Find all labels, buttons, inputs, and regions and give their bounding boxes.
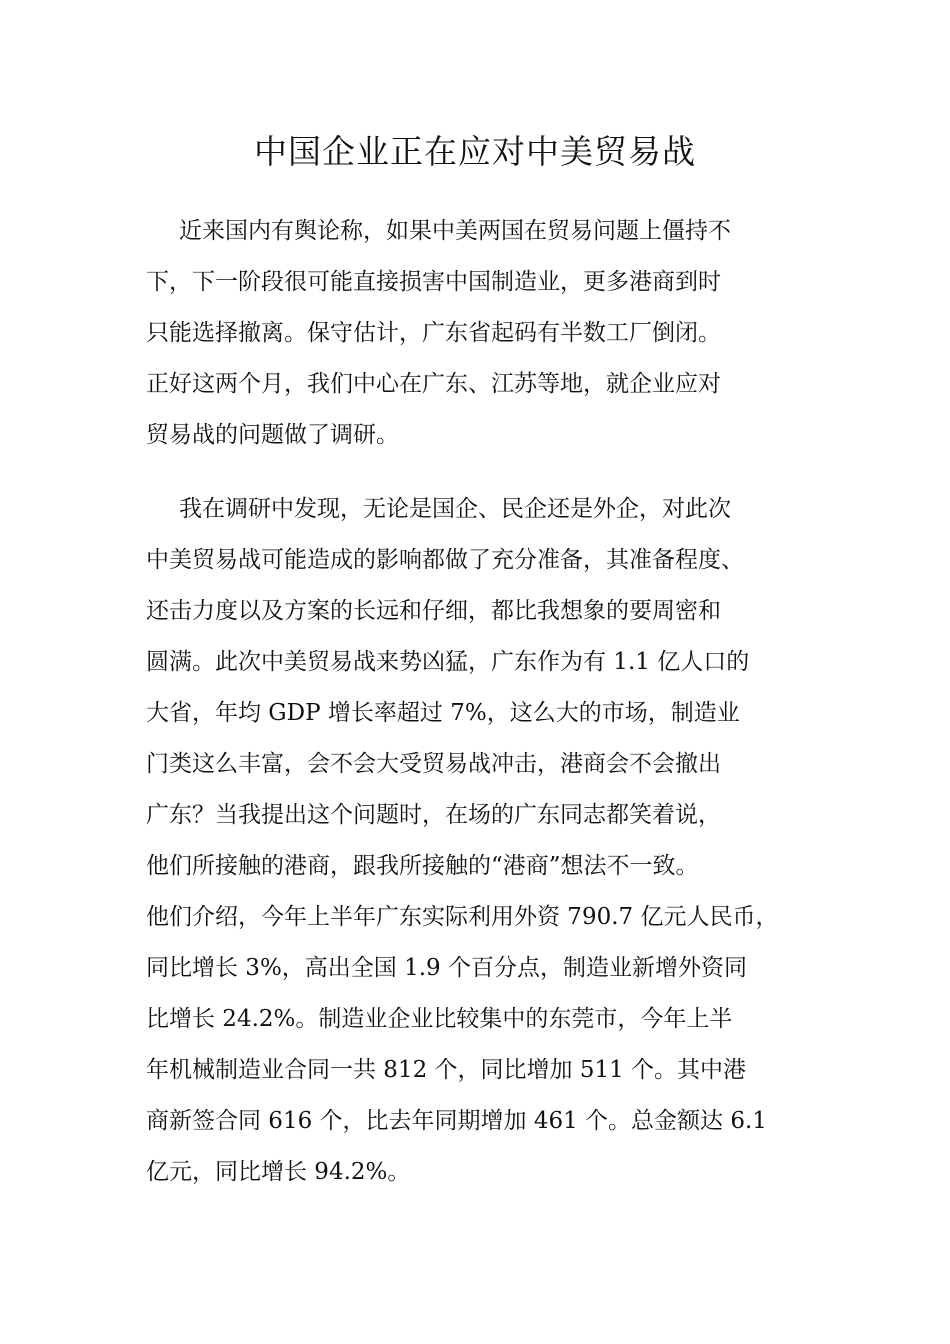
document-title: 中国企业正在应对中美贸易战 bbox=[254, 132, 696, 171]
paragraph-line: 同比增长 3%，高出全国 1.9 个百分点，制造业新增外资同 bbox=[146, 955, 747, 981]
paragraph-line: 只能选择撤离。保守估计，广东省起码有半数工厂倒闭。 bbox=[146, 320, 721, 346]
paragraph-line: 贸易战的问题做了调研。 bbox=[146, 422, 399, 448]
paragraph-line: 近来国内有舆论称，如果中美两国在贸易问题上僵持不 bbox=[179, 218, 731, 244]
paragraph-line: 还击力度以及方案的长远和仔细，都比我想象的要周密和 bbox=[146, 598, 721, 624]
paragraph-line: 我在调研中发现，无论是国企、民企还是外企，对此次 bbox=[179, 496, 731, 522]
paragraph-line: 他们所接触的港商，跟我所接触的“港商”想法不一致。 bbox=[146, 853, 699, 879]
paragraph-line: 正好这两个月，我们中心在广东、江苏等地，就企业应对 bbox=[146, 371, 721, 397]
paragraph-line: 年机械制造业合同一共 812 个，同比增加 511 个。其中港 bbox=[146, 1057, 747, 1083]
paragraph-line: 比增长 24.2%。制造业企业比较集中的东莞市，今年上半 bbox=[146, 1006, 733, 1032]
paragraph-line: 广东？当我提出这个问题时，在场的广东同志都笑着说， bbox=[146, 802, 721, 828]
paragraph-line: 门类这么丰富，会不会大受贸易战冲击，港商会不会撤出 bbox=[146, 751, 721, 777]
paragraph-2 bbox=[146, 484, 836, 1198]
paragraph-line: 商新签合同 616 个，比去年同期增加 461 个。总金额达 6.1 bbox=[146, 1108, 767, 1134]
paragraph-line: 亿元，同比增长 94.2%。 bbox=[146, 1159, 411, 1185]
paragraph-line: 他们介绍，今年上半年广东实际利用外资 790.7 亿元人民币， bbox=[146, 904, 779, 930]
paragraph-1 bbox=[146, 206, 836, 461]
paragraph-line: 中美贸易战可能造成的影响都做了充分准备，其准备程度、 bbox=[146, 547, 744, 573]
paragraph-line: 圆满。此次中美贸易战来势凶猛，广东作为有 1.1 亿人口的 bbox=[146, 649, 750, 675]
paragraph-line: 大省，年均 GDP 增长率超过 7%，这么大的市场，制造业 bbox=[146, 700, 740, 726]
paragraph-line: 下，下一阶段很可能直接损害中国制造业，更多港商到时 bbox=[146, 269, 721, 295]
